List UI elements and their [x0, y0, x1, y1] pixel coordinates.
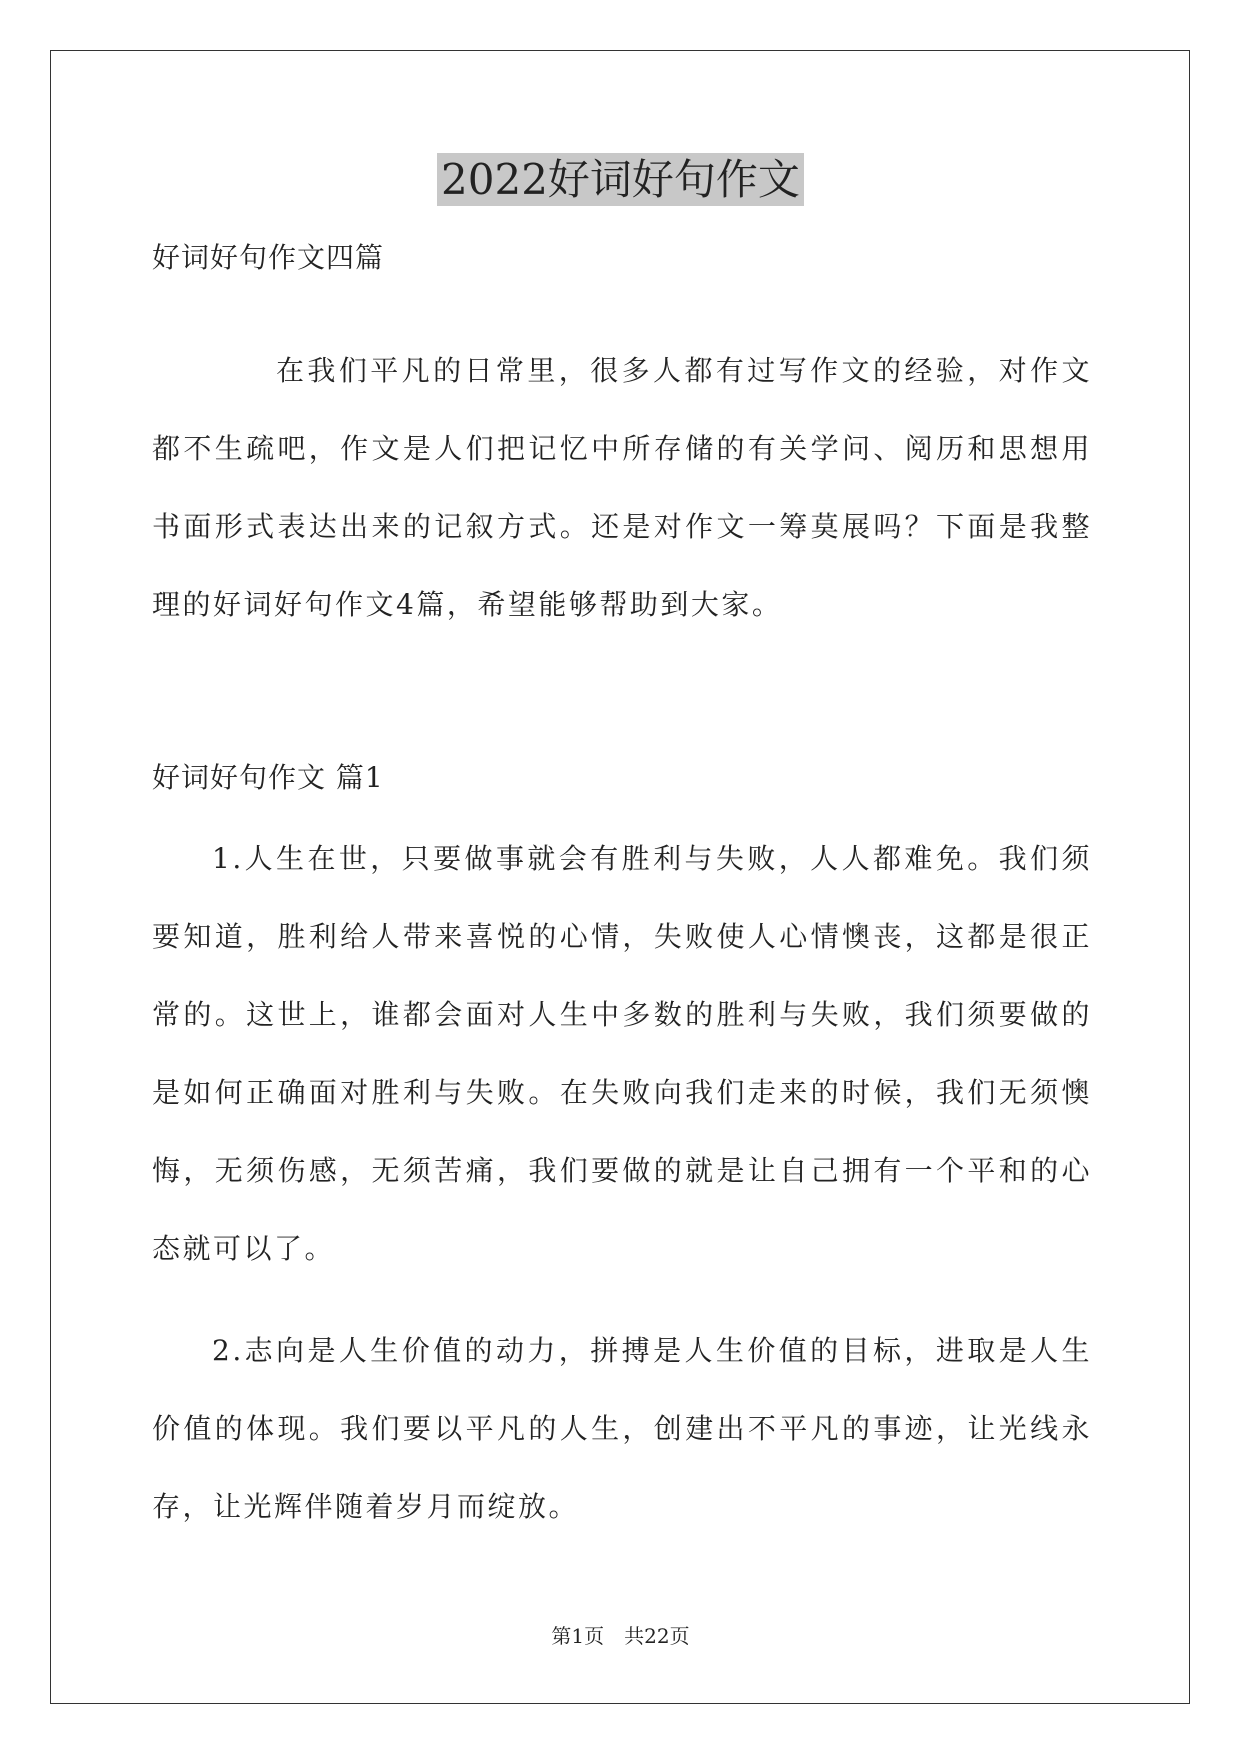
body-paragraph-1: 1.人生在世，只要做事就会有胜利与失败，人人都难免。我们须要知道，胜利给人带来喜悦的心情，失败使人心情懊丧，这都是很正常的。这世上，谁都会面对人生中多数的胜利与失败，我们须要做的是如何正确面对胜利与失败。在失败向我们走来的时候，我们无须懊悔，无须伤感，无须苦痛，我们要做的就是让自己拥有一个平和的心态就可以了。: [152, 842, 1092, 1265]
document-title-text: 2022好词好句作文: [437, 153, 804, 206]
intro-paragraph: 在我们平凡的日常里，很多人都有过写作文的经验，对作文都不生疏吧，作文是人们把记忆中所存储的有关学问、阅历和思想用书面形式表达出来的记叙方式。还是对作文一筹莫展吗？下面是我整理的好词好句作文4篇，希望能够帮助到大家。: [152, 354, 1092, 621]
page-footer: 第1页 共22页: [551, 1624, 690, 1648]
document-subtitle: 好词好句作文四篇: [152, 241, 385, 274]
section-heading: 好词好句作文 篇1: [152, 761, 384, 794]
document-title: [0, 150, 1241, 210]
body-paragraph-2: 2.志向是人生价值的动力，拼搏是人生价值的目标，进取是人生价值的体现。我们要以平凡的人生，创建出不平凡的事迹，让光线永存，让光辉伴随着岁月而绽放。: [152, 1334, 1092, 1523]
